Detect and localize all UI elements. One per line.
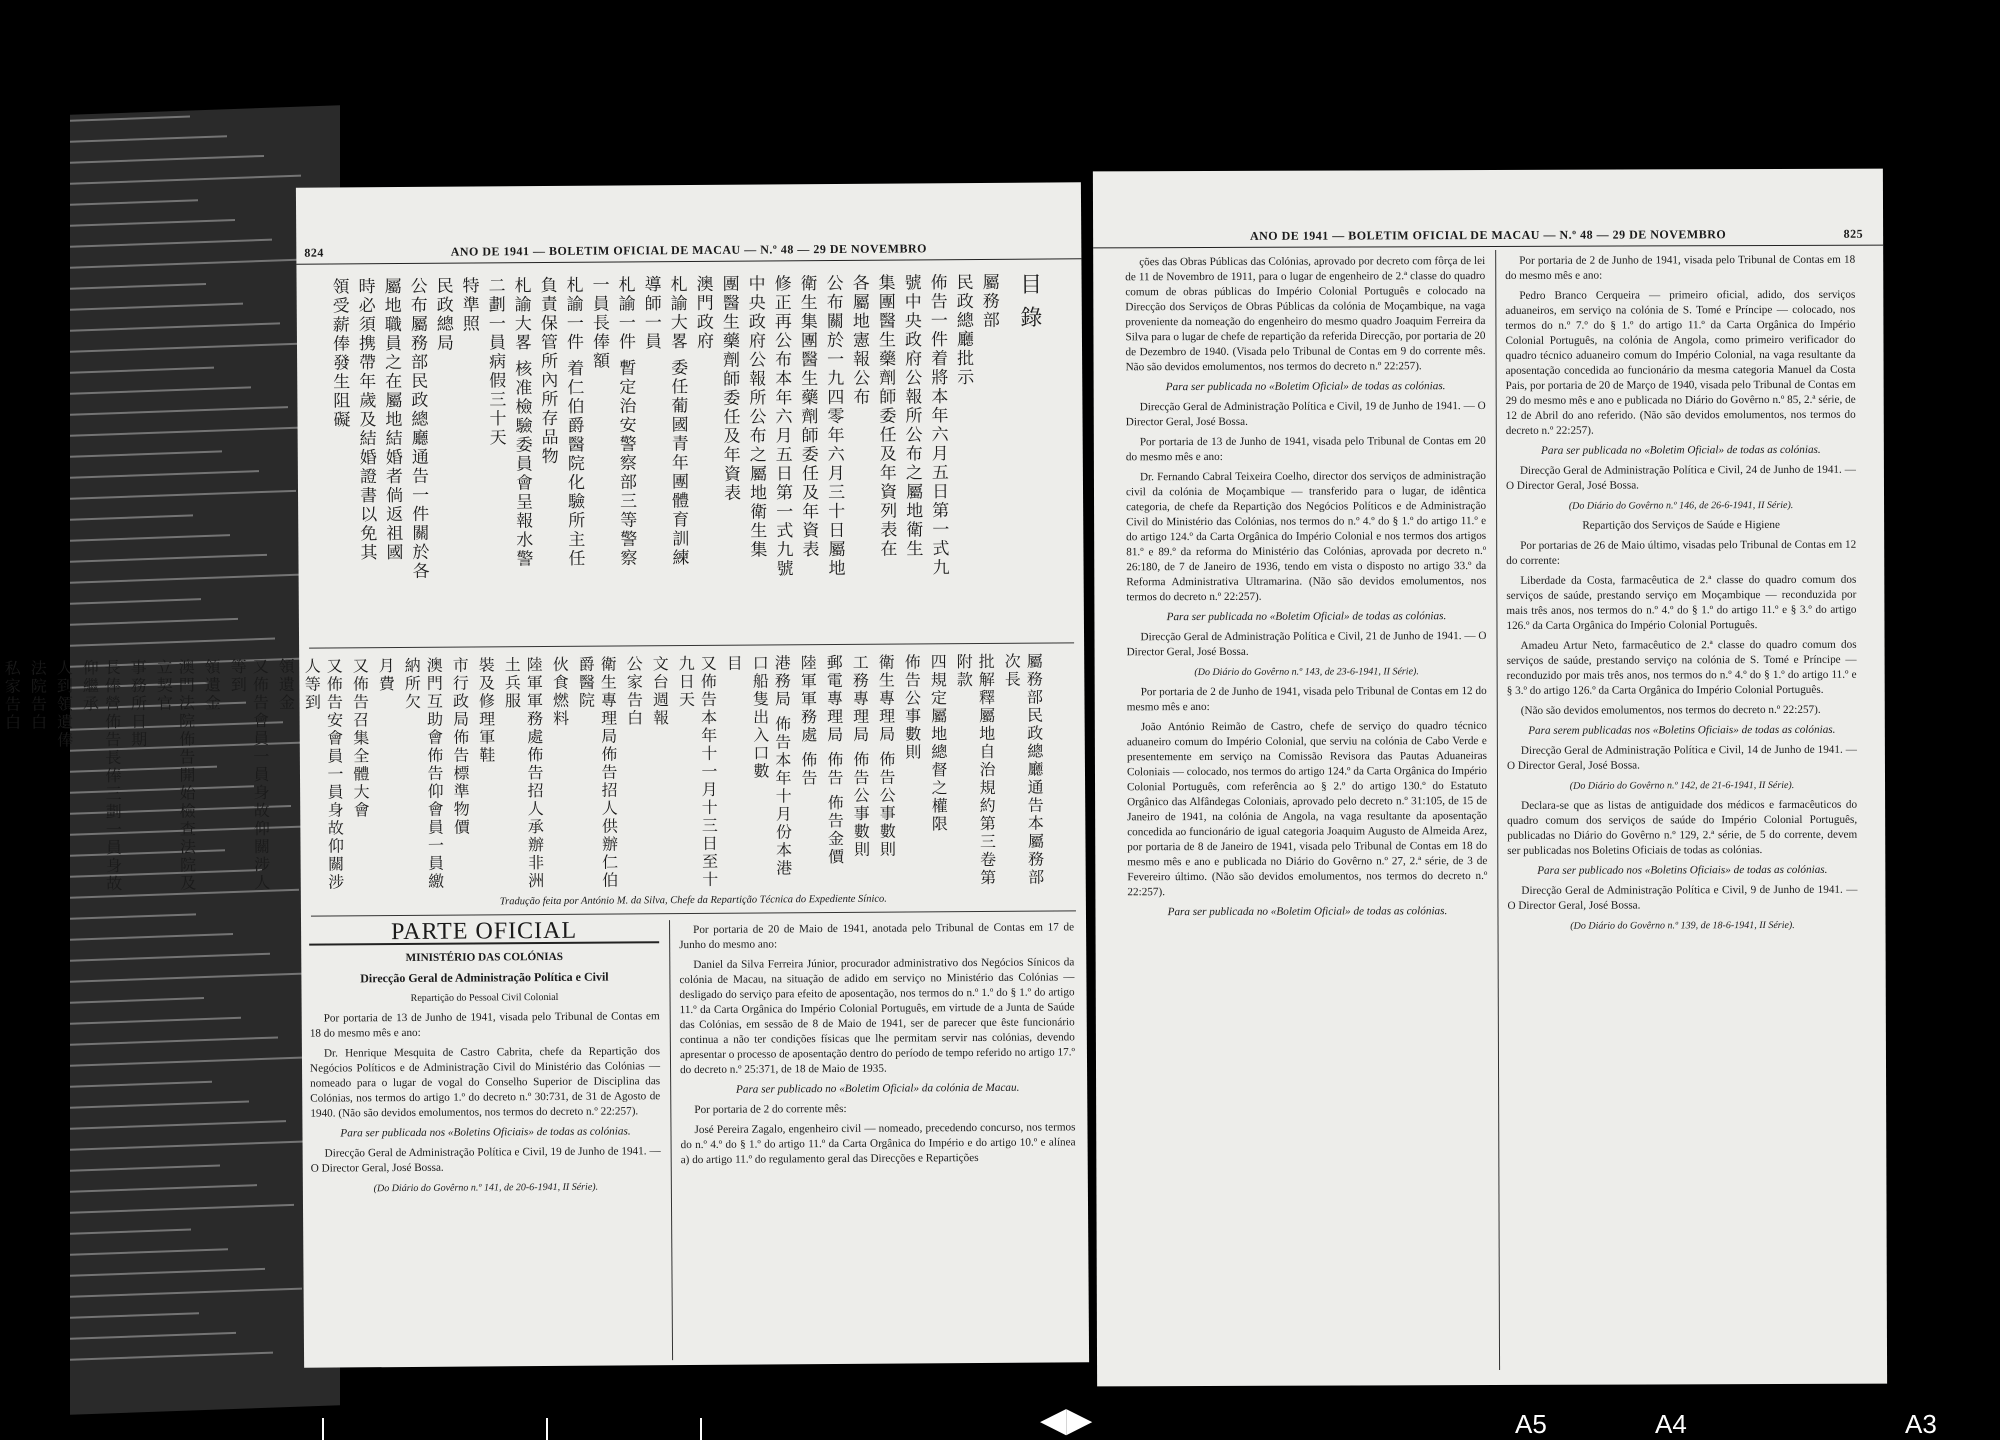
paragraph: (Não são devidos emolumentos, nos termos do decreto n.º 22:257).: [1520, 703, 1821, 717]
right-page: [1093, 169, 1887, 1387]
page-edge-line: [70, 638, 275, 647]
page-edge-line: [70, 116, 190, 122]
index-entry: 又佈告安會員一員身故仰關涉人等到: [302, 657, 345, 892]
film-tab-label: A5: [1515, 1409, 1547, 1439]
index-entry: 又佈告本年十一月十三日至十九日天: [676, 654, 719, 889]
page-edge-line: [70, 913, 196, 919]
section-divider: [311, 910, 1076, 916]
index-entry: 衛生專理局佈告招人供辦仁伯爵醫院: [576, 655, 619, 890]
index-entry: 伙食燃料: [550, 655, 570, 728]
parte-oficial-heading: PARTE OFICIAL: [309, 923, 659, 945]
index-entry: 文台週報: [650, 655, 670, 728]
index-column-lower: [0, 653, 1046, 895]
paragraph: (Do Diário do Govêrno n.º 142, de 21-6-1941, II Série).: [1569, 779, 1795, 792]
page-edge-line: [70, 1312, 199, 1319]
page-edge-line: [70, 1184, 257, 1193]
right-running-head: [1093, 227, 1883, 249]
index-entry: 領遺金: [276, 657, 296, 712]
film-tab-label: A3: [1905, 1409, 1937, 1439]
index-entry: 衛生專理局 佈告公事數則: [876, 653, 897, 859]
right-column-b: [1505, 253, 1857, 939]
index-entry: 民政總廳批示: [952, 273, 974, 388]
page-edge-line: [70, 618, 238, 626]
paragraph: Dr. Henrique Mesquita de Castro Cabrita, chefe da Repartição dos Negócios Políticos e de Administração Civil do Ministério das Colónias — nomeado para o lugar de vogal do Conselho Superior de Disciplina das Colónias, nos termos do artigo 1.º do decreto n.º 30:731, de 31 de Agosto de 1940. (Não são devidos emolumentos, nos termos do decreto n.º 22:257).: [309, 1045, 661, 1120]
index-entry: 札諭大畧 委任葡國青年團體育訓練: [666, 275, 689, 568]
paragraph: Para ser publicada no «Boletim Oficial» de todas as colónias.: [1540, 443, 1821, 457]
paragraph: Repartição dos Serviços de Saúde e Higiene: [1582, 518, 1780, 532]
paragraph: Direcção Geral de Administração Política e Civil, 19 de Junho de 1941. — O Director Geral, José Bossa.: [310, 1145, 661, 1175]
page-edge-line: [70, 1228, 191, 1234]
index-entry: 公布屬務部民政總廳通告一件關於各: [406, 276, 429, 581]
index-entry: 市行政局佈告標準物價: [450, 656, 471, 837]
direccao-heading: Direcção Geral de Administração Política e Civil: [360, 969, 609, 986]
index-entry: 人到領遺俸: [54, 659, 74, 750]
index-entry: 時必須携帶年歲及結婚證書以免其: [354, 277, 377, 563]
page-edge-line: [70, 406, 288, 416]
paragraph: Direcção Geral de Administração Política e Civil, 21 de Junho de 1941. — O Director Geral, José Bossa.: [1126, 630, 1487, 659]
page-edge-line: [70, 219, 235, 227]
paragraph: (Do Diário do Govêrno n.º 146, de 26-6-1941, II Série).: [1568, 499, 1794, 512]
index-entry: 各屬地憲報公布: [848, 273, 870, 407]
paragraph: Declara-se que as listas de antiguidade dos médicos e farmacêuticos do quadro comum dos serviços de saúde do Império Colonial Português, publicadas no Diário do Govêrno n.º 129, 2.ª série, de 5 do corrente, devem ser publicadas nos Boletins Oficiais de todas as colónias.: [1507, 798, 1858, 857]
left-running-title: ANO DE 1941 — BOLETIM OFICIAL DE MACAU — N.º 48 — 29 DE NOVEMBRO: [450, 241, 928, 259]
paragraph: Daniel da Silva Ferreira Júnior, procurador administrativo dos Negócios Sínicos da colónia de Macau, na situação de adido em serviço no Ministério das Colónias — desligado do serviço para efeito de aposentação, nos termos do n.º 1.º do § 1.º do artigo 11.º da Carta Orgânica do Império Colonial Português, em virtude de a Junta de Saúde das Colónias, em sessão de 8 de Maio de 1941, ser de parecer que êste funcionário continua a não ter condições físicas que lhe permitam servir nas colónias, devendo apresentar o processo de aposentação dentro do período de tempo referido no artigo 17.º do decreto n.º 25:371, de 18 de Maio de 1935.: [679, 956, 1075, 1077]
page-edge-line: [70, 303, 243, 311]
index-entry: 團醫生藥劑師委任及年資表: [718, 274, 741, 503]
index-entry: 衛生集團醫生藥劑師委任及年資表: [796, 274, 819, 560]
page-edge-line: [70, 1100, 249, 1108]
film-tick: [546, 1418, 548, 1440]
paragraph: (Do Diário do Govêrno n.º 143, de 23-6-1941, II Série).: [1194, 666, 1419, 679]
index-entry: 四規定屬地總督之權限: [928, 653, 949, 834]
index-entry: 領受薪俸發生阻礙: [328, 277, 350, 430]
page-edge-line: [70, 258, 309, 268]
page-edge-line: [70, 1081, 212, 1088]
index-entry: 負責保管所內所存品物: [536, 275, 558, 467]
clip-marker-icon: ◀▶: [1040, 1402, 1093, 1439]
index-entry: 批解釋屬地自治規約第三卷第附款: [954, 652, 997, 888]
index-entry: 屬務部: [978, 272, 999, 330]
index-entry: 事務所日期: [128, 658, 148, 749]
index-entry: 二劃一員病假三十天: [484, 276, 506, 448]
index-entry: 集團醫生藥劑師委任及年資列表在: [874, 273, 897, 559]
index-entry: 私家告白: [2, 659, 22, 732]
page-edge-line: [70, 1056, 315, 1067]
index-entry: 公家告白: [624, 655, 644, 728]
film-tab-label: A4: [1655, 1409, 1687, 1439]
paragraph: Direcção Geral de Administração Política e Civil, 19 de Junho de 1941. — O Director Geral, José Bossa.: [1125, 400, 1486, 429]
paragraph: Por portaria de 2 de Junho de 1941, visada pelo Tribunal de Contas em 12 do mesmo mês e ano:: [1126, 685, 1487, 714]
paragraph: Dr. Fernando Cabral Teixeira Coelho, director dos serviços de administração civil da colónia de Moçambique — transferido para o lugar, de idêntica categoria, de chefe da Repartição dos Negócios Políticos e de Administração Civil do Ministério das Colónias, nos termos do n.º 4.º do § 1.º do artigo 11.º e do artigo 124.º da Carta Orgânica do Império Colonial e nos termos dos artigos 81.º e 89.º da reforma do Ministério das Colónias, aprovada por decreto n.º 26:180, de 7 de Janeiro de 1936, tendo em vista o disposto no artigo 33.º da Reforma Administrativa Ultramarina. (Não são devidos emolumentos, nos termos do decreto n.º 22:257).: [1125, 470, 1487, 604]
page-edge-line: [70, 1248, 228, 1256]
left-column-a: [309, 917, 661, 1201]
paragraph: Por portaria de 2 do corrente mês:: [694, 1102, 847, 1116]
page-edge-line: [70, 342, 317, 353]
page-edge-line: [70, 450, 222, 457]
paragraph: (Do Diário do Govêrno n.º 139, de 18-6-1941, II Série).: [1570, 919, 1795, 932]
index-entry: 澳門互助會佈告仰會員一員繳納所欠: [402, 656, 445, 891]
index-entry: 導師一員: [640, 275, 662, 352]
index-column-upper: [324, 273, 1002, 638]
paragraph: (Do Diário do Govêrno n.º 141, de 20-6-1941, II Série).: [373, 1181, 599, 1195]
page-edge-line: [70, 367, 214, 374]
page-edge-line: [70, 1120, 286, 1130]
paragraph: Direcção Geral de Administração Política e Civil, 9 de Junho de 1941. — O Director Geral, José Bossa.: [1507, 883, 1858, 912]
page-edge-line: [70, 322, 280, 331]
reparticao-heading: Repartição do Pessoal Civil Colonial: [410, 991, 559, 1004]
index-entry: 札諭一件 着仁伯爵醫院化驗所主任: [562, 275, 585, 569]
index-entry: 又佈告會員一員身故仰關涉人等到: [228, 657, 271, 893]
page-edge-line: [70, 426, 325, 437]
index-entry: 澳門法院佈告開始檢查法院及立契官: [154, 658, 197, 893]
paragraph: Por portaria de 20 de Maio de 1941, anotada pelo Tribunal de Contas em 17 de Junho do mesmo ano:: [679, 921, 1075, 952]
index-entry: 佈告一件着將本年六月五日第一式九: [926, 273, 949, 578]
page-edge-line: [70, 574, 304, 584]
index-entry: 修正再公布本年六月五日第一式九號: [770, 274, 793, 579]
right-running-title: ANO DE 1941 — BOLETIM OFICIAL DE MACAU — N.º 48 — 29 DE NOVEMBRO: [1249, 227, 1727, 243]
left-column-b: [679, 920, 1076, 1173]
page-edge-line: [70, 972, 307, 982]
paragraph: Direcção Geral de Administração Política e Civil, 14 de Junho de 1941. — O Director Geral, José Bossa.: [1506, 743, 1857, 772]
left-page-number: 824: [304, 245, 324, 260]
index-entry: 民政總局: [432, 276, 454, 353]
index-entry: 裝及修理軍鞋: [476, 656, 496, 765]
page-edge-line: [70, 470, 259, 479]
index-entry: 屬地職員之在屬地結婚者倘返祖國: [380, 277, 403, 563]
page-edge-line: [70, 1332, 236, 1340]
page-edge-line: [70, 386, 251, 394]
index-entry: 公布關於一九四零年六月三十日屬地: [822, 273, 845, 579]
ministry-heading: MINISTÉRIO DAS COLÓNIAS: [405, 950, 563, 965]
index-divider: [309, 642, 1074, 648]
paragraph: Para serem publicadas nos «Boletins Oficiais» de todas as colónias.: [1528, 723, 1836, 737]
paragraph: Direcção Geral de Administração Política e Civil, 24 de Junho de 1941. — O Director Geral, José Bossa.: [1505, 463, 1856, 492]
page-edge-line: [70, 933, 233, 941]
index-entry: 又佈告召集全體大會: [350, 657, 371, 820]
index-entry: 澳門政府: [692, 274, 714, 351]
index-entry: 一員長俸額: [588, 275, 610, 371]
index-entry: 目: [724, 654, 744, 673]
index-entry: 領遺金: [202, 658, 222, 713]
page-edge-line: [70, 514, 193, 520]
index-entry: 中央政府公報所公布之屬地衛生集: [744, 274, 767, 560]
page-edge-line: [70, 199, 198, 205]
paragraph: Para ser publicada nos «Boletins Oficiais» de todas as colónias.: [340, 1125, 631, 1140]
paragraph: Por portaria de 2 de Junho de 1941, visada pelo Tribunal de Contas em 18 do mesmo mês e ano:: [1505, 253, 1856, 282]
page-edge-line: [70, 534, 230, 542]
index-entry: 號中央政府公報所公布之屬地衛生: [900, 273, 923, 559]
page-edge-line: [70, 1288, 302, 1298]
paragraph: Para ser publicada no «Boletim Oficial» de todas as colónias.: [1167, 905, 1448, 919]
paragraph: Pedro Branco Cerqueira — primeiro oficial, adido, dos serviços aduaneiros, em serviço na colónia de S. Tomé e Príncipe — colocado, nos termos do n.º 7.º do § 1.º do artigo 11.º da Carta Orgânica do Império Colonial Português, na colónia de Angola, como primeiro verificador do quadro técnico aduaneiro comum do Império Colonial, na vaga resultante da aposentação concedida ao funcionário da mesma categoria Manuel da Costa Pais, por portaria de 20 de Março de 1940, visada pelo Tribunal de Contas em 29 do mesmo mês e ano e publicada no Diário do Govêrno n.º 85, 2.ª série, de 12 de Abril do ano referido. (Não são devidos emolumentos, nos termos do decreto n.º 22:257).: [1505, 288, 1856, 437]
paragraph: Por portaria de 13 de Junho de 1941, visada pelo Tribunal de Contas em 20 do mesmo mês e ano:: [1125, 435, 1486, 464]
index-entry: 陸軍軍務處 佈告: [798, 654, 819, 788]
page-edge-line: [70, 997, 204, 1004]
index-entry: 札諭一件 暫定治安警察部三等警察: [614, 275, 637, 568]
right-page-number: 825: [1843, 226, 1864, 241]
index-entry: 法院告白: [28, 659, 48, 732]
right-column-a: [1125, 254, 1487, 925]
index-entry: 港務局 佈告本年十月份本港口船隻出入口數: [750, 654, 793, 878]
paragraph: Para ser publicado nos «Boletins Oficiais» de todas as colónias.: [1537, 863, 1828, 877]
index-entry: 特準照: [458, 276, 479, 334]
left-page: [2, 182, 1089, 1367]
paragraph: ções das Obras Públicas das Colónias, aprovado por decreto com fôrça de lei de 11 de Novembro de 1911, para o lugar de engenheiro de 2.ª classe do quadro comum de obras públicas do Império Colonial Português e colocado na Direcção dos Serviços de Obras Públicas da colónia de Moçambique, na vaga proveniente da nomeação do engenheiro do mesmo quadro Joaquim Ferreira da Silva para o lugar de chefe de repartição da referida Direcção, por portaria de 20 de Dezembro de 1940. (Visada pelo Tribunal de Contas em 9 do corrente mês. Não são devidos emolumentos, nos termos do decreto n.º 22:257).: [1125, 255, 1486, 374]
index-entry: 長俸營佈告長俸三劃一員身故仰繼承: [80, 658, 123, 894]
page-edge-line: [70, 1164, 220, 1171]
paragraph: Para ser publicado no «Boletim Oficial» da colónia de Macau.: [735, 1081, 1020, 1096]
paragraph: Para ser publicada no «Boletim Oficial» de todas as colónias.: [1165, 380, 1446, 394]
page-edge-line: [70, 155, 264, 164]
paragraph: José Pereira Zagalo, engenheiro civil — nomeado, precedendo concurso, nos termos do n.º 4.º do § 1.º do artigo 11.º da Carta Orgânica do Império e do artigo 10.º e alínea a) do artigo 11.º do regulamento geral das Direcções e Repartições: [680, 1121, 1076, 1167]
paragraph: Por portarias de 26 de Maio último, visadas pelo Tribunal de Contas em 12 do corrente:: [1506, 538, 1857, 567]
page-edge-line: [70, 175, 301, 185]
page-edge-line: [70, 490, 296, 500]
page-edge-line: [70, 1140, 323, 1151]
index-entry: 郵電專理局 佈告 佈告金價: [824, 653, 845, 867]
column-rule: [1495, 250, 1500, 1370]
page-edge-line: [70, 1268, 265, 1277]
index-entry: 札諭大畧 核准檢驗委員會呈報水警: [510, 276, 533, 569]
left-running-head: [296, 240, 1081, 264]
page-edge-line: [70, 239, 272, 248]
page-edge-line: [70, 554, 267, 563]
page-edge-line: [70, 1017, 241, 1025]
page-edge-line: [70, 283, 206, 290]
page-edge-line: [70, 1036, 278, 1045]
page-edge-line: [70, 953, 270, 962]
paragraph: Amadeu Artur Neto, farmacêutico de 2.ª classe do quadro comum dos serviços de saúde, prestando serviço na colónia de S. Tomé e Príncipe — reconduzido por mais três anos, nos termos do n.º 4.º do § 1.º do artigo 11.º e § 3.º do artigo 126.º da Carta Orgânica do Império Colonial Português.: [1506, 638, 1857, 697]
page-edge-line: [70, 1352, 273, 1361]
page-edge-line: [70, 135, 227, 142]
page-edge-line: [70, 1204, 294, 1214]
paragraph: João António Reimão de Castro, chefe de serviço do quadro técnico aduaneiro comum do Império Colonial, que serviu na colónia de Cabo Verde e presentemente em serviço na Comissão Revisora das Pautas Aduaneiras Coloniais — colocado, nos termos do artigo 124.º da Carta Orgânica do Império Colonial Português, com referência ao § 2.º do artigo 130.º do Estatuto Orgânico das Alfândegas Coloniais, aprovado pelo decreto n.º 31:105, de 15 de Janeiro de 1941, na colónia de Angola, na vaga resultante da aposentação concedida ao funcionário de igual categoria Joaquim Augusto de Almeida Arez, por portaria de 8 de Janeiro de 1941, visada pelo Tribunal de Contas em 18 do mesmo mês e ano e publicada no Diário do Govêrno n.º 27, 2.ª série, de 3 de Fevereiro último. (Não são devidos emolumentos, nos termos do decreto n.º 22:257).: [1126, 720, 1488, 899]
film-strip: [0, 1402, 2000, 1440]
page-edge-line: [70, 598, 201, 605]
index-entry: 屬務部民政總廳通告本屬務部次長: [1002, 652, 1045, 887]
paragraph: Por portaria de 13 de Junho de 1941, visada pelo Tribunal de Contas em 18 do mesmo mês e ano:: [309, 1010, 660, 1040]
translation-note: Tradução feita por António M. da Silva, Chefe da Repartição Técnica do Expediente Sínico.: [499, 893, 887, 908]
index-title: 目 錄: [1016, 272, 1042, 330]
film-tick: [700, 1418, 702, 1440]
paragraph: Liberdade da Costa, farmacêutica de 2.ª classe do quadro comum dos serviços de saúde, prestando serviço em Moçambique — reconduzida por mais três anos, nos termos do n.º 4.º do § 1.º do artigo 11.º e § 3.º do artigo 126.º da Carta Orgânica do Império Colonial Português.: [1506, 573, 1857, 632]
index-entry: 陸軍軍務處佈告招人承辦非洲土兵服: [502, 656, 545, 891]
film-tick: [322, 1418, 324, 1440]
index-entry: 工務專理局 佈告公事數則: [850, 653, 871, 859]
index-entry: 月費: [376, 657, 396, 694]
column-rule: [669, 920, 673, 1360]
paragraph: Para ser publicada no «Boletim Oficial» de todas as colónias.: [1166, 610, 1447, 624]
index-entry: 佈告公事數則: [902, 653, 922, 762]
